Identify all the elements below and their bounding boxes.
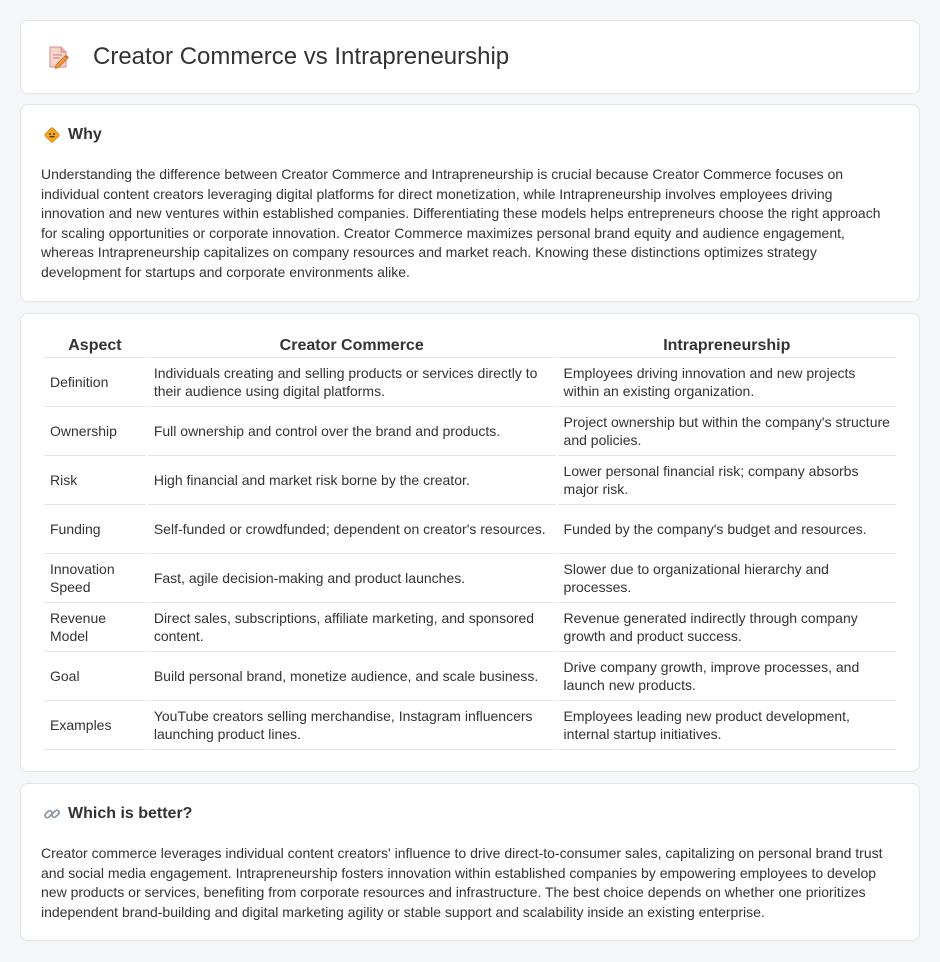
row-creator-commerce: Self-funded or crowdfunded; dependent on creator's resources.	[148, 505, 556, 554]
table-row	[44, 358, 896, 407]
row-intrapreneurship: Funded by the company's budget and resources.	[558, 505, 896, 554]
row-creator-commerce: YouTube creators selling merchandise, Instagram influencers launching product lines.	[148, 701, 556, 750]
row-intrapreneurship: Slower due to organizational hierarchy and processes.	[558, 554, 896, 603]
row-intrapreneurship: Revenue generated indirectly through company growth and product success.	[558, 603, 896, 652]
table-row	[44, 407, 896, 456]
table-row	[44, 701, 896, 750]
why-body: Understanding the difference between Creator Commerce and Intrapreneurship is crucial because Creator Commerce focuses on individual content creators leveraging digital platforms for direct monetization, while Intrapreneurship involves employees driving innovation and new ventures within established companies. Differentiating these models helps entrepreneurs choose the right approach for scaling opportunities or corporate innovation. Creator Commerce maximizes personal brand equity and audience engagement, whereas Intrapreneurship capitalizes on company resources and market reach. Knowing these distinctions optimizes strategy development for startups and corporate environments alike.	[41, 166, 881, 280]
table-row	[44, 554, 896, 603]
better-heading	[43, 805, 192, 823]
comparison-table-card	[20, 313, 920, 772]
row-creator-commerce: Build personal brand, monetize audience, and scale business.	[148, 652, 556, 701]
header-intrapreneurship: Intrapreneurship	[558, 336, 896, 358]
row-aspect: Innovation Speed	[44, 554, 146, 603]
row-aspect: Revenue Model	[44, 603, 146, 652]
row-creator-commerce: Individuals creating and selling products or services directly to their audience using digital platforms.	[148, 358, 556, 407]
header-card	[20, 20, 920, 94]
table-row	[44, 652, 896, 701]
header-aspect: Aspect	[44, 336, 146, 358]
why-title: Why	[68, 126, 102, 143]
better-body: Creator commerce leverages individual content creators' influence to drive direct-to-consumer sales, capitalizing on personal brand trust and social media engagement. Intrapreneurship fosters innovation within established companies by empowering employees to develop new products or services, benefiting from corporate resources and infrastructure. The best choice depends on whether one prioritizes independent brand-building and digital marketing agility or stable support and scalability inside an existing enterprise.	[41, 845, 883, 920]
table-header-row	[44, 336, 896, 358]
comparison-table	[42, 336, 898, 750]
table-row	[44, 603, 896, 652]
better-title: Which is better?	[68, 805, 193, 822]
row-aspect: Funding	[44, 505, 146, 554]
row-aspect: Definition	[44, 358, 146, 407]
row-intrapreneurship: Drive company growth, improve processes, and launch new products.	[558, 652, 896, 701]
why-card	[20, 104, 920, 302]
row-intrapreneurship: Employees driving innovation and new projects within an existing organization.	[558, 358, 896, 407]
row-intrapreneurship: Employees leading new product development, internal startup initiatives.	[558, 701, 896, 750]
diamond-sign-icon	[43, 126, 61, 144]
row-creator-commerce: High financial and market risk borne by the creator.	[148, 456, 556, 505]
which-is-better-card	[20, 783, 920, 941]
table-row	[44, 456, 896, 505]
row-intrapreneurship: Project ownership but within the company's structure and policies.	[558, 407, 896, 456]
row-creator-commerce: Fast, agile decision-making and product launches.	[148, 554, 556, 603]
row-aspect: Ownership	[44, 407, 146, 456]
link-icon	[43, 805, 61, 823]
row-creator-commerce: Full ownership and control over the brand and products.	[148, 407, 556, 456]
row-aspect: Risk	[44, 456, 146, 505]
document-pen-icon	[45, 44, 71, 70]
table-row	[44, 505, 896, 554]
header-creator-commerce: Creator Commerce	[148, 336, 556, 358]
row-aspect: Goal	[44, 652, 146, 701]
row-intrapreneurship: Lower personal financial risk; company absorbs major risk.	[558, 456, 896, 505]
row-creator-commerce: Direct sales, subscriptions, affiliate marketing, and sponsored content.	[148, 603, 556, 652]
row-aspect: Examples	[44, 701, 146, 750]
page-title: Creator Commerce vs Intrapreneurship	[93, 43, 510, 70]
why-heading	[43, 126, 102, 144]
